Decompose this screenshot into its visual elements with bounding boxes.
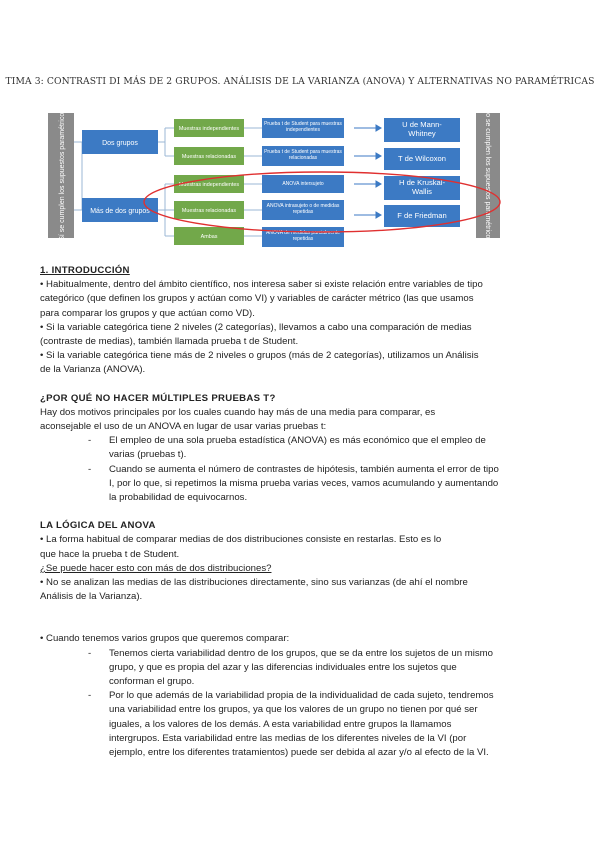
list-line: intergrupos. Esta variabilidad entre las medias de los diferentes niveles de la VI (por [109,732,467,744]
list-line: la probabilidad de equivocarnos. [109,492,248,504]
intro-line: • Si la variable categórica tiene 2 niveles (2 categorías), llevamos a cabo una comparación de medias [40,321,472,333]
intro-line: (contraste de medias), también llamada prueba t de Student. [40,336,299,348]
dash-bullet: - [88,463,92,475]
decision-diagram [0,0,600,260]
mas-de-dos-label: Más de dos grupos [90,208,150,215]
heading-por-que: ¿POR QUÉ NO HACER MÚLTIPLES PRUEBAS T? [40,392,276,404]
list-item [40,689,560,760]
dash-bullet: - [88,647,92,659]
heading-logica: LA LÓGICA DEL ANOVA [40,520,156,532]
mid-label-2: Muestras relacionadas [181,154,237,160]
np-label-3: H de Kruskal-Wallis [398,178,445,196]
list-line: I, por lo que, si repetimos la misma prueba varias veces, vamos acumulando y aumentando [109,477,499,489]
list-line: Cuando se aumenta el número de contrastes de hipótesis, también aumenta el error de tipo [109,463,499,475]
dos-grupos-label: Dos grupos [102,140,138,147]
list-line: conforman el grupo. [109,676,195,688]
intro-line: de la Varianza (ANOVA). [40,364,146,376]
mid-label-4: Muestras relacionadas [181,208,237,214]
list-item [40,463,560,506]
intro-line: categórico (que definen los grupos y actúan como VI) y variables de carácter métrico (las que usamos [40,293,474,305]
np-label-1: U de Mann-Whitney [402,120,442,138]
nonparametric-label: No se cumplen los supuestos paramétricos [484,108,491,242]
test-label-3: ANOVA intersujeto [282,181,324,187]
list-item [40,647,560,690]
list-line: ejemplo, entre los diferentes tratamientos) puede ser debida al azar y/o al efecto de la VI. [109,747,489,759]
np-label-2: T de Wilcoxon [398,154,446,163]
logic-question: ¿Se puede hacer esto con más de dos distribuciones? [40,562,272,574]
mid-label-1: Muestras independientes [178,126,240,132]
np-label-4: F de Friedman [397,211,447,220]
mid-label-3: Muestras independientes [178,182,240,188]
test-label-5: ANOVA de medidas parcialmente repetidas [265,230,341,242]
list-line: una variabilidad entre los grupos, ya que los valores de un grupo no tienen por qué ser [109,704,478,716]
dash-bullet: - [88,435,92,447]
test-label-1: Prueba t de Student para muestras independientes [264,121,342,133]
page-title: TIMA 3: CONTRASTI DI MÁS DE 2 GRUPOS. ANÁLISIS DE LA VARIANZA (ANOVA) Y ALTERNATIVAS NO PARAMÉTRICAS [5,76,595,87]
arrows-right [354,125,381,218]
list-line: Por lo que además de la variabilidad propia de la individualidad de cada sujeto, tendremos [109,690,494,702]
test-label-2: Prueba t de Student para muestras relacionadas [264,149,342,161]
intro-line: • Habitualmente, dentro del ámbito científico, nos interesa saber si existe relación entre variables de tipo [40,279,483,291]
why-line: aconsejable el uso de un ANOVA en lugar de usar varias pruebas t: [40,421,327,433]
test-label-4: ANOVA intrasujeto o de medidas repetidas [266,203,340,215]
list-line: Tenemos cierta variabilidad dentro de los grupos, que se da entre los sujetos de un mismo [109,647,493,659]
heading-introduccion: 1. INTRODUCCIÓN [40,265,130,276]
dash-bullet: - [88,690,92,702]
intro-line: • Si la variable categórica tiene más de 2 niveles o grupos (más de 2 categorías), utilizamos un Análisis [40,350,479,362]
list-item [40,434,560,462]
why-line: Hay dos motivos principales por los cuales cuando hay más de una media para comparar, es [40,406,436,418]
intro-line: para comparar los grupos y que actúan como VD). [40,307,255,319]
logic-line: que hace la prueba t de Student. [40,548,180,560]
document-body [40,264,560,760]
list-line: El empleo de una sola prueba estadística (ANOVA) es más económico que el empleo de [109,435,486,447]
list-line: grupo, y que es propia del azar y las diferencias individuales entre los sujetos que [109,661,457,673]
groups-line: • Cuando tenemos varios grupos que queremos comparar: [40,633,290,645]
list-line: varias (pruebas t). [109,449,187,461]
logic-line: Análisis de la Varianza). [40,591,143,603]
logic-line: • La forma habitual de comparar medias de dos distribuciones consiste en restarlas. Esto es lo [40,534,442,546]
logic-line: • No se analizan las medias de las distribuciones directamente, sino sus varianzas (de ahí el nombre [40,577,468,589]
mid-label-5: Ambas [200,234,218,240]
list-line: iguales, a los valores de los demás. A esta variabilidad entre grupos la llamamos [109,718,452,730]
parametric-label: Sí se cumplen los supuestos paramétricos [59,109,66,241]
